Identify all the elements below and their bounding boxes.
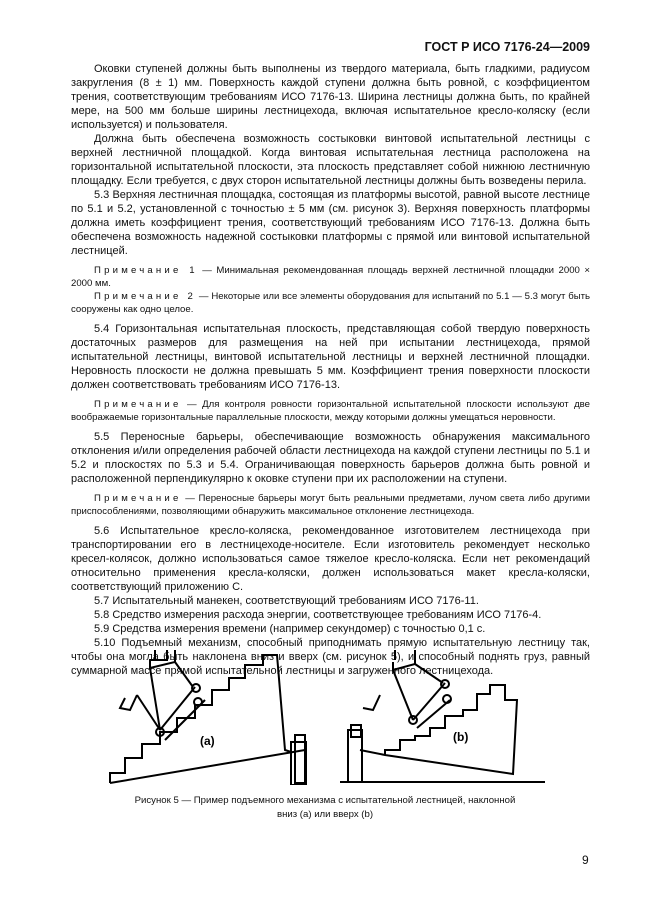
document-header: ГОСТ Р ИСО 7176-24—2009 <box>424 40 590 54</box>
paragraph: Оковки ступеней должны быть выполнены из твердого материала, быть гладкими, радиусом закругления (8 ± 1) мм. Поверхность каждой ступени должна быть ровной, с коэффициентом трения, соответствующим требованиям ИСО 7176-13. Ширина лестницы должна быть, по крайней мере, на 500 мм больше ширины лестницехода, включая испытательное кресло-коляску (если используется) и пользователя. <box>71 63 590 131</box>
paragraph-5-7: 5.7 Испытательный манекен, соответствующий требованиям ИСО 7176-11. <box>94 595 479 607</box>
note-text: — Некоторые или все элементы оборудования для испытаний по 5.1 — 5.3 могут быть сооружены как одно целое. <box>71 291 591 315</box>
note-label: Примечание <box>94 399 182 410</box>
paragraph-5-8: 5.8 Средство измерения расхода энергии, соответствующее требованиям ИСО 7176-4. <box>94 609 542 621</box>
paragraph-5-6: 5.6 Испытательное кресло-коляска, рекомендованное изготовителем лестницехода при транспортировании его в лестницеходе-носителе. Если изготовитель рекомендует несколько кресел-колясок, должно использоваться самое тяжелое кресло-коляска. Если нет рекомендаций относительно применения кресла-коляски, должен использоваться макет кресла-коляски, соответствующий приложению С. <box>71 525 590 593</box>
stair-tilted-up <box>340 650 545 782</box>
paragraph-5-9: 5.9 Средства измерения времени (например секундомер) с точностью 0,1 с. <box>94 623 486 635</box>
caption-line: Рисунок 5 — Пример подъемного механизма с испытательной лестницей, наклонной <box>134 795 516 806</box>
paragraph-5-10: 5.10 Подъемный механизм, способный приподнимать прямую испытательную лестницу так, чтобы она могла быть наклонена вниз и вверх (см. рисунок 5), и способный поднять груз, равный суммарной массе прямой испытательной лестницы и загруженного лестницехода. <box>71 637 590 677</box>
stair-tilted-down <box>110 650 306 785</box>
caption-line: вниз (a) или вверх (b) <box>276 809 374 820</box>
figure-caption <box>90 794 560 822</box>
note-text: — Переносные барьеры могут быть реальными предметами, лучом света либо другими приспособлениями, позволяющими обнаружить максимальное отклонение лестницехода. <box>71 493 591 517</box>
note-2 <box>71 290 590 316</box>
page-number: 9 <box>582 853 589 867</box>
document-body <box>71 62 590 678</box>
note-3 <box>71 398 590 424</box>
figure-5-illustration <box>105 650 545 785</box>
note-text: — Для контроля ровности горизонтальной испытательной плоскости используют две воображаемые горизонтальные параллельные плоскости, между которыми должны умещаться неровности. <box>71 399 590 423</box>
figure-label-b: (b) <box>453 730 469 744</box>
paragraph: Должна быть обеспечена возможность состыковки винтовой испытательной лестницы с верхней лестничной площадкой. Когда винтовая испытательная лестница расположена на горизонтальной испытательной плоскости, эта плоскость представляет собой нижнюю лестничную площадку. Если требуется, с двух сторон испытательной лестницы должны быть возведены перила. <box>71 133 590 187</box>
note-label: Примечание 1 <box>94 265 198 276</box>
paragraph-5-4: 5.4 Горизонтальная испытательная плоскость, представляющая собой твердую поверхность достаточных размеров для размещения на ней при испытании лестницехода, прямой испытательной лестницы, винтовой испытательной лестницы и верхней лестничной площадки. Неровность плоскости не должна превышать 5 мм. Коэффициент трения поверхности плоскости должен соответствовать требованиям ИСО 7176-13. <box>71 323 590 391</box>
note-label: Примечание 2 <box>94 291 197 302</box>
note-label: Примечание <box>94 493 182 504</box>
paragraph-5-5: 5.5 Переносные барьеры, обеспечивающие возможность обнаружения максимального отклонения и/или определения рабочей области лестницехода на каждой ступени лестницы по 5.1 и 5.2 и плоскостях по 5.3 и 5.4. Ограничивающая поверхность барьеров должна быть ровной и расположенной перпендикулярно к оковке ступени при их расположении на ступени. <box>71 431 590 485</box>
figure-label-a: (a) <box>200 734 215 748</box>
note-1 <box>71 264 590 290</box>
note-4 <box>71 492 590 518</box>
note-text: — Минимальная рекомендованная площадь верхней лестничной площадки 2000 × 2000 мм. <box>71 265 590 289</box>
paragraph-5-3: 5.3 Верхняя лестничная площадка, состоящая из платформы высотой, равной высоте лестнице по 5.1 и 5.2, установленной с точностью ± 5 мм (см. рисунок 3). Верхняя поверхность платформы должна иметь коэффициент трения, соответствующий требованиям ИСО 7176-13. Должна быть обеспечена возможность надежной состыковки платформы с прямой или винтовой испытательной лестницей. <box>71 189 590 257</box>
